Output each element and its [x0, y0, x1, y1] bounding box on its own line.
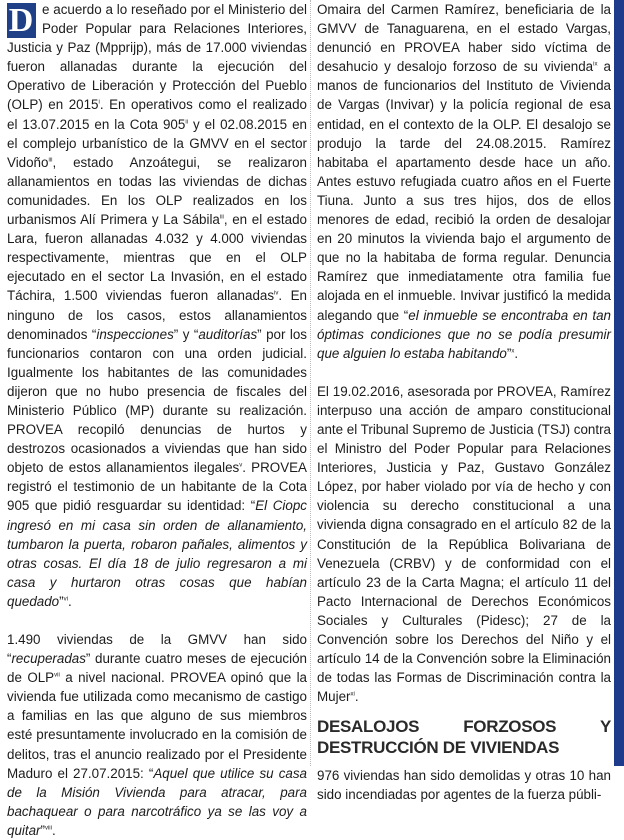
drop-cap: D — [7, 3, 36, 38]
quoted-text: el inmueble se encontraba en tan óptimas condiciones que no se podía presumir que alguien lo estaba habitando — [317, 307, 611, 361]
left-paragraph-1 — [7, 0, 307, 611]
sidebar-color-strip — [614, 0, 624, 766]
footnote-ref: i — [98, 100, 100, 106]
text-run: y el 02.08.2015 en el complejo urbanístico de la GMVV en el sector Vidoño — [7, 116, 307, 170]
footnote-ref: iii — [48, 157, 53, 164]
left-paragraph-2-text — [7, 632, 307, 838]
quoted-text: recuperadas — [11, 651, 86, 667]
right-paragraph-3 — [317, 766, 611, 804]
text-run: . — [51, 822, 56, 838]
footnote-ref: vi — [63, 596, 68, 603]
text-run: a manos de funcionarios del Instituto de Vivienda de Vargas (Invivar) y la policía regional de esa entidad, en el contexto de la OLP. El desalojo se produjo la tarde del 24.08.2015. Ramírez habitaba el apartamento desde hace un año. Antes estuvo refugiada cuatro años en el Fuerte Tiuna. Junto a sus tres hijos, dos de ellos menores de edad, recibió la orden de desalojar en 20 minutos la vivienda bajo el argumento de que no la habitaba de forma regular. Denuncia Ramírez que inmediatamente otra familia fue alojada en el inmueble. Invivar justificó la medida alegando que “ — [317, 59, 612, 323]
footnote-ref: ix — [593, 61, 598, 68]
quoted-text: Aquel que utilice su casa de la Misión Vivienda para atracar, para bachaquear o para narcotráfico ya se las voy a quitar — [7, 765, 308, 838]
text-run: ” — [40, 822, 45, 838]
column-divider — [310, 0, 311, 766]
text-run: , en el estado Lara, fueron allanadas 4.032 y 4.000 viviendas respectivamente, mientras que en el OLP ejecutado en el sector La Invasión, en el estado Táchira, 1.500 viviendas fueron allanadas — [7, 212, 307, 304]
text-run: . — [354, 689, 359, 705]
text-run: . En operativos como el realizado el 13.07.2015 en la Cota 905 — [7, 97, 307, 132]
text-run: . PROVEA registró el testimonio de un habitante de la Cota 905 que pidió resguardar su identidad: “ — [7, 460, 307, 514]
right-paragraph-3-text — [317, 768, 611, 802]
right-paragraph-1-text — [317, 2, 611, 361]
text-run: . — [67, 593, 72, 609]
footnote-ref: vii — [54, 672, 60, 679]
footnote-ref: iii — [219, 214, 224, 221]
footnote-ref: v — [239, 462, 243, 469]
text-run: . En ninguno de los casos, estos allanamientos denominados “ — [7, 288, 307, 342]
right-paragraph-2 — [317, 382, 611, 707]
footnote-ref: x — [511, 348, 515, 355]
section-heading: DESALOJOS FORZOSOS Y DESTRUCCIÓN DE VIVIENDAS — [317, 717, 611, 758]
footnote-ref: iv — [274, 290, 279, 297]
quoted-text: auditorías — [198, 326, 258, 342]
left-paragraph-1-text — [7, 2, 307, 609]
right-paragraph-1 — [317, 0, 611, 363]
left-paragraph-2 — [7, 630, 307, 840]
text-run: e acuerdo a lo reseñado por el Ministerio del Poder Popular para Relaciones Interiores, Justicia y Paz (Mpprijp), más de 17.000 viviendas fueron allanadas durante la ejecución del Operativo de Liberación y Protección del Pueblo (OLP) en 2015 — [7, 2, 307, 113]
footnote-ref: xi — [350, 691, 355, 698]
right-paragraph-2-text — [317, 384, 611, 705]
text-run: , estado Anzoátegui, se realizaron allanamientos en todas las viviendas de dichas comunidades. En los OLP realizados en los urbanismos Alí Primera y La Sábila — [7, 154, 307, 228]
right-column — [317, 0, 611, 805]
text-run: 1.490 viviendas de la GMVV han sido “ — [7, 632, 307, 667]
quoted-text: El Ciopc ingresó en mi casa sin orden de allanamiento, tumbaron la puerta, robaron pañales, alimentos y otras cosas. El día 18 de julio regresaron a mi casa y hurtaron otras cosas que habían quedado — [7, 498, 307, 609]
text-run: El 19.02.2016, asesorada por PROVEA, Ramírez interpuso una acción de amparo constitucional ante el Tribunal Supremo de Justicia (TSJ) contra el Ministro del Poder Popular para Relaciones Interiores, Justicia y Paz, Gustavo González López, por haber violado por vía de hecho y con violencia su derecho constitucional a una vivienda digna consagrado en el artículo 82 de la Constitución de la República Bolivariana de Venezuela (CRBV) y de conformidad con el artículo 23 de la Carta Magna; el artículo 11 del Pacto Internacional de Derechos Económicos Sociales y Culturales (Pidesc); 27 de la Convención sobre los Derechos del Niño y el artículo 14 de la Convención sobre la Eliminación de todas las Formas de Discriminación contra la Mujer — [317, 383, 611, 705]
text-run: ” — [59, 593, 64, 609]
text-run: . — [514, 345, 519, 361]
quoted-text: inspecciones — [96, 326, 174, 342]
text-run: ” — [506, 345, 512, 361]
footnote-ref: ii — [185, 119, 188, 126]
footnote-ref: viii — [44, 825, 52, 832]
text-run: ” y “ — [173, 326, 199, 342]
text-run: ” por los funcionarios contaron con una orden judicial. Igualmente los habitantes de las comunidades dijeron que no hubo presencia de fiscales del Ministerio Público (MP) durante su realización. PROVEA recopiló denuncias de hurtos y destrozos ocasionados a viviendas que han sido objeto de estos allanamientos ilegales — [7, 326, 308, 476]
text-run: 976 viviendas han sido demolidas y otras 10 han sido incendiadas por agentes de la fuerza públi- — [317, 768, 611, 803]
text-run: a nivel nacional. PROVEA opinó que la vivienda fue utilizada como mecanismo de castigo a familias en las que alguno de sus miembros esté presuntamente involucrado en la comisión de delitos, tras el anuncio realizado por el Presidente Maduro el 27.07.2015: “ — [7, 670, 307, 781]
text-run: ” durante cuatro meses de ejecución de OLP — [7, 651, 307, 686]
text-run: Omaira del Carmen Ramírez, beneficiaria de la GMVV de Tanaguarena, en el estado Vargas, denunció en PROVEA haber sido víctima de desahucio y desalojo forzoso de su vivienda — [317, 2, 611, 75]
left-column — [7, 0, 307, 840]
